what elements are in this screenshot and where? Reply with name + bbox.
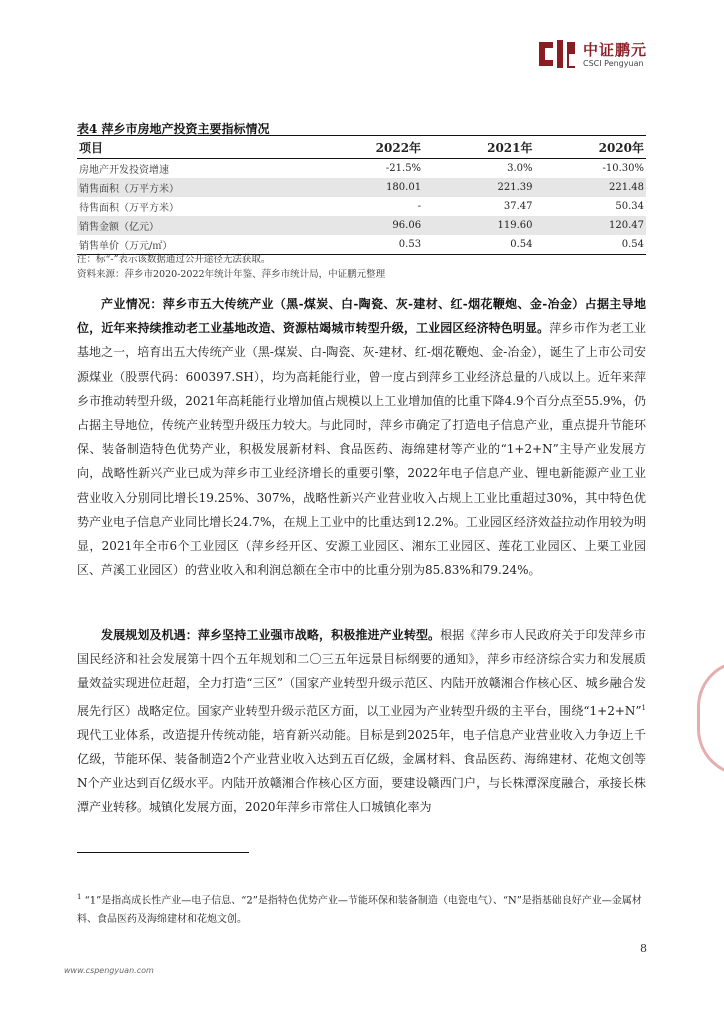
row-label: 待售面积（万平方米） bbox=[79, 203, 179, 214]
planning-body-a: 根据《萍乡市人民政府关于印发萍乡市国民经济和社会发展第十四个五年规划和二〇三五年远景目标纲要的通知》，萍乡市经济综合实力和发展质量效益实现进位赶超，全力打造“三区”（国家产业转型升级示范区、内陆开放赣湘合作核心区、城乡融合发展先行区）战略定位。国家产业转型升级示范区方面，以工业园为产业转型升级的主平台，围绕“1+2+N” bbox=[77, 628, 646, 718]
seal-stamp bbox=[697, 660, 724, 776]
table-cell: 37.47 bbox=[503, 201, 533, 212]
table-header-row bbox=[77, 136, 646, 159]
table-cell: -21.5% bbox=[385, 163, 422, 174]
column-header: 2022年 bbox=[312, 136, 423, 159]
table-cell: 50.34 bbox=[615, 201, 644, 212]
planning-paragraph bbox=[77, 623, 646, 820]
table-row bbox=[77, 197, 646, 216]
row-label: 销售单价（万元/㎡） bbox=[77, 235, 312, 255]
table-cell: -10.30% bbox=[602, 163, 644, 174]
column-header: 2020年 bbox=[535, 136, 646, 159]
real-estate-indicator-table bbox=[77, 135, 646, 255]
industry-body: 萍乡市作为老工业基地之一，培育出五大传统产业（黑-煤炭、白-陶瓷、灰-建材、红-烟花鞭炮、金-冶金），诞生了上市公司安源煤业（股票代码：600397.SH），均为高耗能行业，曾一度占到萍乡工业经济总量的八成以上。近年来萍乡市推动转型升级，2021年高耗能行业增加值占规模以上工业增加值的比重下降4.9个百分点至55.9%，仍占据主导地位，传统产业转型升级压力较大。与此同时，萍乡市确定了打造电子信息产业，重点提升节能环保、装备制造特色优势产业，积极发展新材料、食品医药、海绵建材等产业的“1+2+N”主导产业发展方向，战略性新兴产业已成为萍乡市工业经济增长的重要引擎，2022年电子信息产业、锂电新能源产业工业营业收入分别同比增长19.25%、307%，战略性新兴产业营业收入占规上工业比重超过30%，其中特色优势产业电子信息产业同比增长24.7%，在规上工业中的比重达到12.2%。工业园区经济效益拉动作用较为明显，2021年全市6个工业园区（萍乡经开区、安源工业园区、湘东工业园区、莲花工业园区、上栗工业园区、芦溪工业园区）的营业收入和利润总额在全市中的比重分别为85.83%和79.24%。 bbox=[77, 321, 646, 578]
table-cell: 0.54 bbox=[535, 235, 646, 255]
column-header: 2021年 bbox=[423, 136, 534, 159]
row-label: 房地产开发投资增速 bbox=[79, 165, 169, 176]
footnote bbox=[77, 888, 652, 929]
table-cell: 96.06 bbox=[312, 216, 423, 235]
table-cell: 120.47 bbox=[535, 216, 646, 235]
table-cell: 3.0% bbox=[507, 163, 533, 174]
table-cell: - bbox=[417, 201, 422, 212]
table-cell: 221.48 bbox=[535, 178, 646, 197]
planning-body-b: 现代工业体系，改造提升传统动能，培育新兴动能。目标是到2025年，电子信息产业营业收入力争迈上千亿级，节能环保、装备制造2个产业营业收入达到五百亿级，金属材料、食品医药、海绵建材、花炮文创等N个产业达到百亿级水平。内陆开放赣湘合作核心区方面，要建设赣西门户，与长株潭深度融合，承接长株潭产业转移。城镇化发展方面，2020年萍乡市常住人口城镇化率为 bbox=[77, 727, 646, 815]
footnote-text: “1”是指高成长性产业—电子信息、“2”是指特色优势产业—节能环保和装备制造（电瓷电气）、“N”是指基础良好产业—金属材料、食品医药及海绵建材和花炮文创。 bbox=[77, 895, 642, 926]
table-title: 表4 萍乡市房地产投资主要指标情况 bbox=[77, 122, 270, 136]
footnote-mark: 1 bbox=[77, 893, 82, 901]
table-row bbox=[77, 159, 646, 179]
footnote-reference: 1 bbox=[641, 703, 646, 712]
industry-paragraph bbox=[77, 292, 646, 582]
website-link[interactable]: www.cspengyuan.com bbox=[64, 966, 154, 975]
table-cell: 221.39 bbox=[423, 178, 534, 197]
table-cell: 0.53 bbox=[312, 235, 423, 255]
row-label: 销售金额（亿元） bbox=[77, 216, 312, 235]
table-cell: 180.01 bbox=[312, 178, 423, 197]
table-row bbox=[77, 216, 646, 235]
table-note: 注：标“-”表示该数据通过公开途径无法获取。 bbox=[77, 254, 271, 265]
logo-chinese-name: 中证鹏元 bbox=[583, 41, 648, 59]
logo-mark-icon bbox=[537, 38, 577, 70]
table-source: 资料来源：萍乡市2020-2022年统计年鉴、萍乡市统计局，中证鹏元整理 bbox=[77, 269, 386, 280]
table-cell: 0.54 bbox=[423, 235, 534, 255]
planning-lead: 发展规划及机遇：萍乡坚持工业强市战略，积极推进产业转型。 bbox=[101, 628, 441, 642]
company-logo bbox=[537, 38, 687, 74]
logo-english-name: CSCI Pengyuan bbox=[583, 59, 644, 68]
table-cell: 119.60 bbox=[423, 216, 534, 235]
page-number: 8 bbox=[640, 942, 647, 955]
footnote-divider bbox=[77, 852, 249, 853]
column-header: 项目 bbox=[77, 136, 312, 159]
row-label: 销售面积（万平方米） bbox=[77, 178, 312, 197]
table-row bbox=[77, 178, 646, 197]
industry-lead: 产业情况：萍乡市五大传统产业（黑-煤炭、白-陶瓷、灰-建材、红-烟花鞭炮、金-冶金）占据主导地位，近年来持续推动老工业基地改造、资源枯竭城市转型升级，工业园区经济特色明显。 bbox=[77, 297, 646, 336]
